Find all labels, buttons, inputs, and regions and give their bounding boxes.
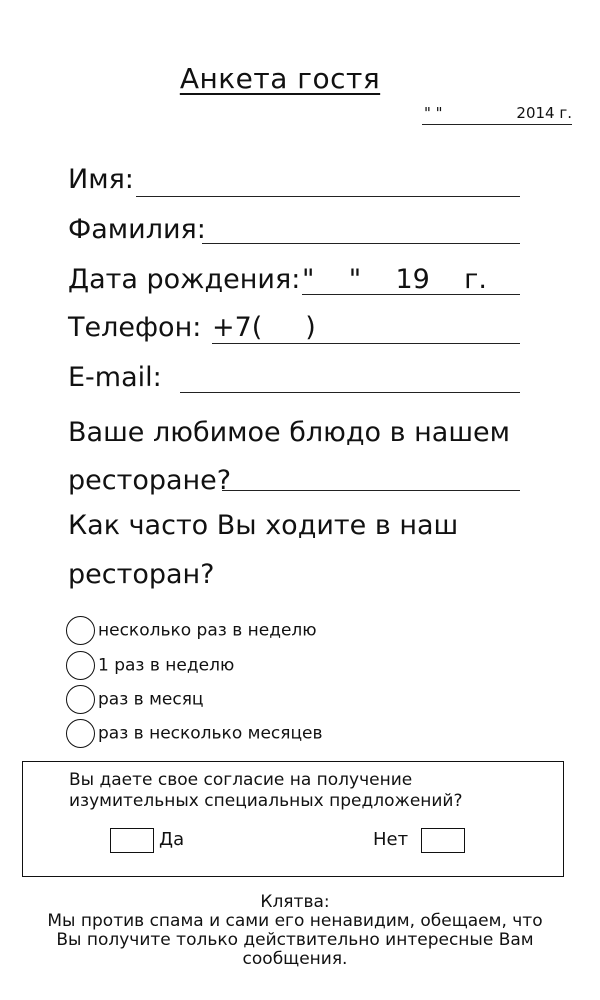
radio-circle-icon[interactable]: [66, 685, 95, 714]
date-day-month: " ": [424, 104, 443, 122]
date-year: 2014 г.: [516, 104, 572, 122]
consent-yes-checkbox[interactable]: [110, 828, 154, 853]
dish-question-line1: Ваше любимое блюдо в нашем: [68, 417, 511, 448]
consent-question: Вы даете свое согласие на получение изумительных специальных предложений?: [69, 770, 463, 811]
radio-circle-icon[interactable]: [66, 616, 95, 645]
radio-circle-icon[interactable]: [66, 719, 95, 748]
consent-no-label: Нет: [373, 829, 409, 850]
dish-question-line2: ресторане?: [68, 465, 232, 496]
radio-circle-icon[interactable]: [66, 651, 95, 680]
date-field[interactable]: [422, 104, 572, 125]
option-several-months[interactable]: раз в несколько месяцев: [66, 719, 323, 748]
phone-prefix: +7( ): [212, 312, 316, 343]
consent-yes-label: Да: [159, 829, 185, 850]
name-label: Имя:: [68, 164, 134, 195]
phone-label: Телефон:: [68, 312, 202, 343]
option-once-month[interactable]: раз в месяц: [66, 685, 204, 714]
option-several-week[interactable]: несколько раз в неделю: [66, 616, 317, 645]
oath-title: Клятва:: [260, 892, 330, 912]
consent-no-checkbox[interactable]: [421, 828, 465, 853]
surname-label: Фамилия:: [68, 214, 206, 245]
phone-line[interactable]: [212, 342, 520, 344]
oath-line1: Мы против спама и сами его ненавидим, обещаем, что: [47, 911, 543, 931]
oath-block: [0, 893, 590, 969]
consent-box: [22, 761, 564, 877]
frequency-question-line1: Как часто Вы ходите в наш: [68, 510, 459, 541]
birthdate-line[interactable]: [302, 293, 520, 295]
dish-line[interactable]: [222, 489, 520, 491]
frequency-question-line2: ресторан?: [68, 559, 215, 590]
option-once-week[interactable]: 1 раз в неделю: [66, 651, 234, 680]
surname-line[interactable]: [202, 242, 520, 244]
birthdate-label: Дата рождения:: [68, 264, 301, 295]
email-line[interactable]: [180, 391, 520, 393]
birthdate-fill: " " 19 г.: [302, 264, 487, 295]
oath-line2: Вы получите только действительно интересные Вам: [56, 930, 534, 950]
email-label: E-mail:: [68, 362, 162, 393]
name-line[interactable]: [136, 195, 520, 197]
oath-line3: сообщения.: [242, 949, 348, 969]
form-title: Анкета гостя: [179, 62, 381, 95]
